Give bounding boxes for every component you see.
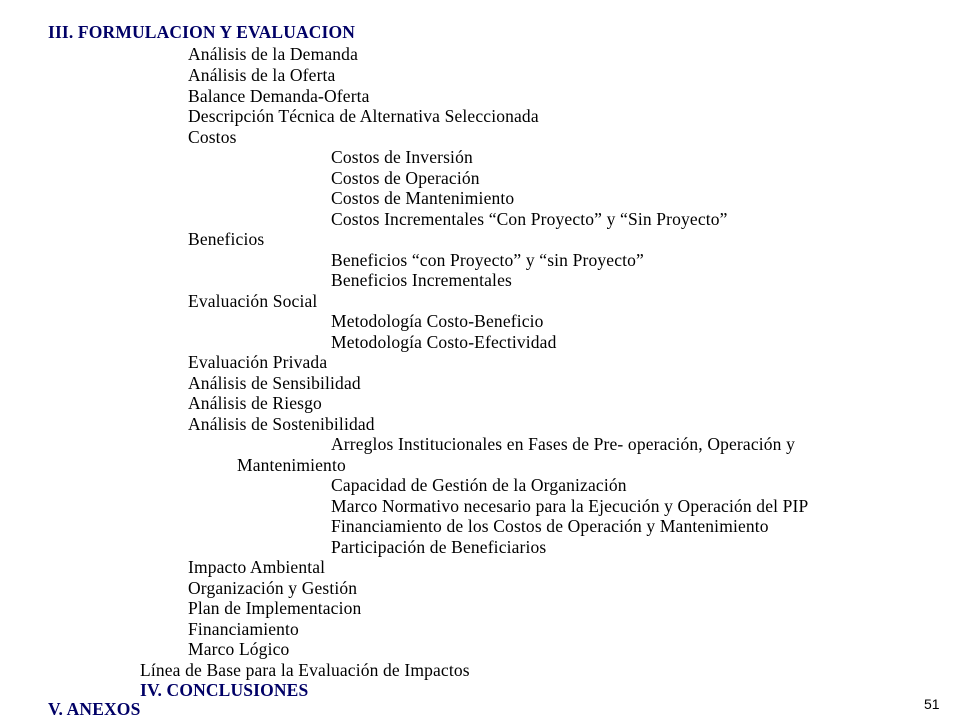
- outline-subitem: Metodología Costo-Efectividad: [331, 332, 557, 352]
- outline-subitem: Costos Incrementales “Con Proyecto” y “Sin Proyecto”: [331, 209, 728, 229]
- section-iii-heading: III. FORMULACION Y EVALUACION: [48, 22, 356, 42]
- outline-item: Plan de Implementacion: [188, 598, 362, 618]
- outline-item: Beneficios: [188, 229, 265, 249]
- outline-item: Análisis de Sensibilidad: [188, 373, 361, 393]
- outline-item: Análisis de Riesgo: [188, 393, 322, 413]
- outline-subitem: Metodología Costo-Beneficio: [331, 311, 544, 331]
- outline-item: Descripción Técnica de Alternativa Seleccionada: [188, 106, 539, 126]
- outline-subitem: Costos de Mantenimiento: [331, 188, 515, 208]
- page-number: 51: [924, 696, 940, 712]
- outline-subitem: Beneficios “con Proyecto” y “sin Proyecto”: [331, 250, 644, 270]
- section-v-heading: V. ANEXOS: [48, 699, 141, 719]
- outline-item: Evaluación Privada: [188, 352, 328, 372]
- outline-item: Balance Demanda-Oferta: [188, 86, 370, 106]
- outline-subitem: Costos de Inversión: [331, 147, 473, 167]
- outline-item: Financiamiento: [188, 619, 299, 639]
- outline-subitem: Marco Normativo necesario para la Ejecución y Operación del PIP: [331, 496, 809, 516]
- outline-item: Marco Lógico: [188, 639, 290, 659]
- outline-subitem: Financiamiento de los Costos de Operación y Mantenimiento: [331, 516, 769, 536]
- outline-item: Análisis de la Demanda: [188, 44, 358, 64]
- outline-subitem: Capacidad de Gestión de la Organización: [331, 475, 627, 495]
- outline-subitem: Costos de Operación: [331, 168, 480, 188]
- outline-item: Organización y Gestión: [188, 578, 358, 598]
- outline-subitem: Participación de Beneficiarios: [331, 537, 547, 557]
- outline-item: Análisis de Sostenibilidad: [188, 414, 375, 434]
- outline-item: Análisis de la Oferta: [188, 65, 336, 85]
- outline-subitem-continuation: Mantenimiento: [237, 455, 346, 475]
- outline-subitem: Arreglos Institucionales en Fases de Pre- operación, Operación y: [331, 434, 795, 454]
- outline-item: Línea de Base para la Evaluación de Impactos: [140, 660, 470, 680]
- outline-item: Impacto Ambiental: [188, 557, 326, 577]
- outline-item: Costos: [188, 127, 237, 147]
- section-iv-heading: IV. CONCLUSIONES: [140, 680, 309, 700]
- outline-subitem: Beneficios Incrementales: [331, 270, 512, 290]
- outline-item: Evaluación Social: [188, 291, 318, 311]
